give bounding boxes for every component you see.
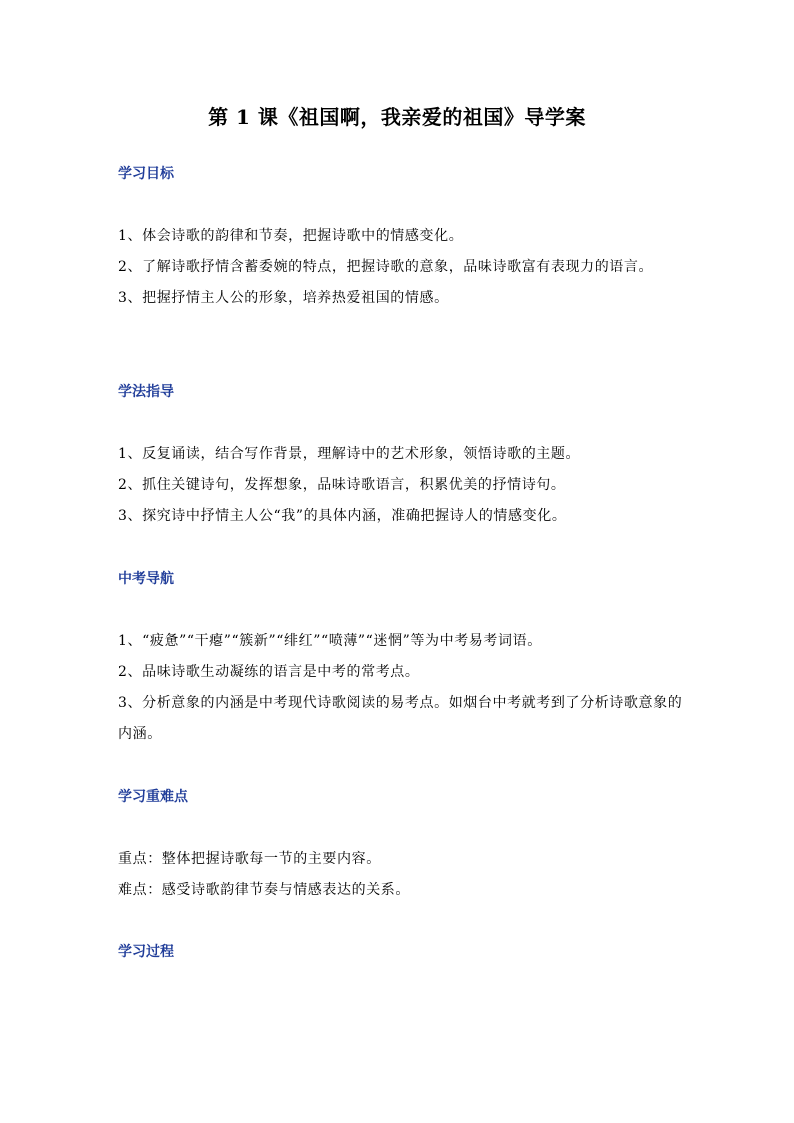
text-line: 重点：整体把握诗歌每一节的主要内容。 — [118, 851, 381, 867]
section-lines — [118, 439, 688, 532]
text-line: 1、“疲惫”“干瘪”“簇新”“绯红”“喷薄”“迷惘”等为中考易考词语。 — [118, 633, 542, 649]
text-line: 3、分析意象的内涵是中考现代诗歌阅读的易考点。如烟台中考就考到了分析诗歌意象的内涵。 — [118, 695, 683, 742]
section-heading: 学习重难点 — [118, 789, 188, 805]
text-line: 2、抓住关键诗句，发挥想象，品味诗歌语言，积累优美的抒情诗句。 — [118, 477, 566, 493]
section-lines — [118, 626, 688, 750]
section-heading: 学习目标 — [118, 166, 174, 182]
section-key-difficulties — [118, 787, 688, 906]
text-line: 2、品味诗歌生动凝练的语言是中考的常考点。 — [118, 664, 420, 680]
page-title: 第 1 课《祖国啊，我亲爱的祖国》导学案 — [208, 105, 586, 129]
text-line: 2、了解诗歌抒情含蓄委婉的特点，把握诗歌的意象，品味诗歌富有表现力的语言。 — [118, 259, 654, 275]
section-study-methods — [118, 382, 688, 532]
section-learning-goals — [118, 164, 688, 314]
text-line: 3、探究诗中抒情主人公“我”的具体内涵，准确把握诗人的情感变化。 — [118, 508, 567, 524]
text-line: 1、体会诗歌的韵律和节奏，把握诗歌中的情感变化。 — [118, 228, 464, 244]
section-heading: 学习过程 — [118, 944, 174, 960]
section-exam-navigation — [118, 569, 688, 750]
section-lines — [118, 221, 688, 314]
section-lines — [118, 844, 688, 906]
text-line: 1、反复诵读，结合写作背景，理解诗中的艺术形象，领悟诗歌的主题。 — [118, 446, 581, 462]
section-heading: 中考导航 — [118, 571, 174, 587]
section-learning-process — [118, 942, 688, 962]
text-line: 3、把握抒情主人公的形象，培养热爱祖国的情感。 — [118, 290, 449, 306]
text-line: 难点：感受诗歌韵律节奏与情感表达的关系。 — [118, 882, 410, 898]
section-heading: 学法指导 — [118, 384, 174, 400]
